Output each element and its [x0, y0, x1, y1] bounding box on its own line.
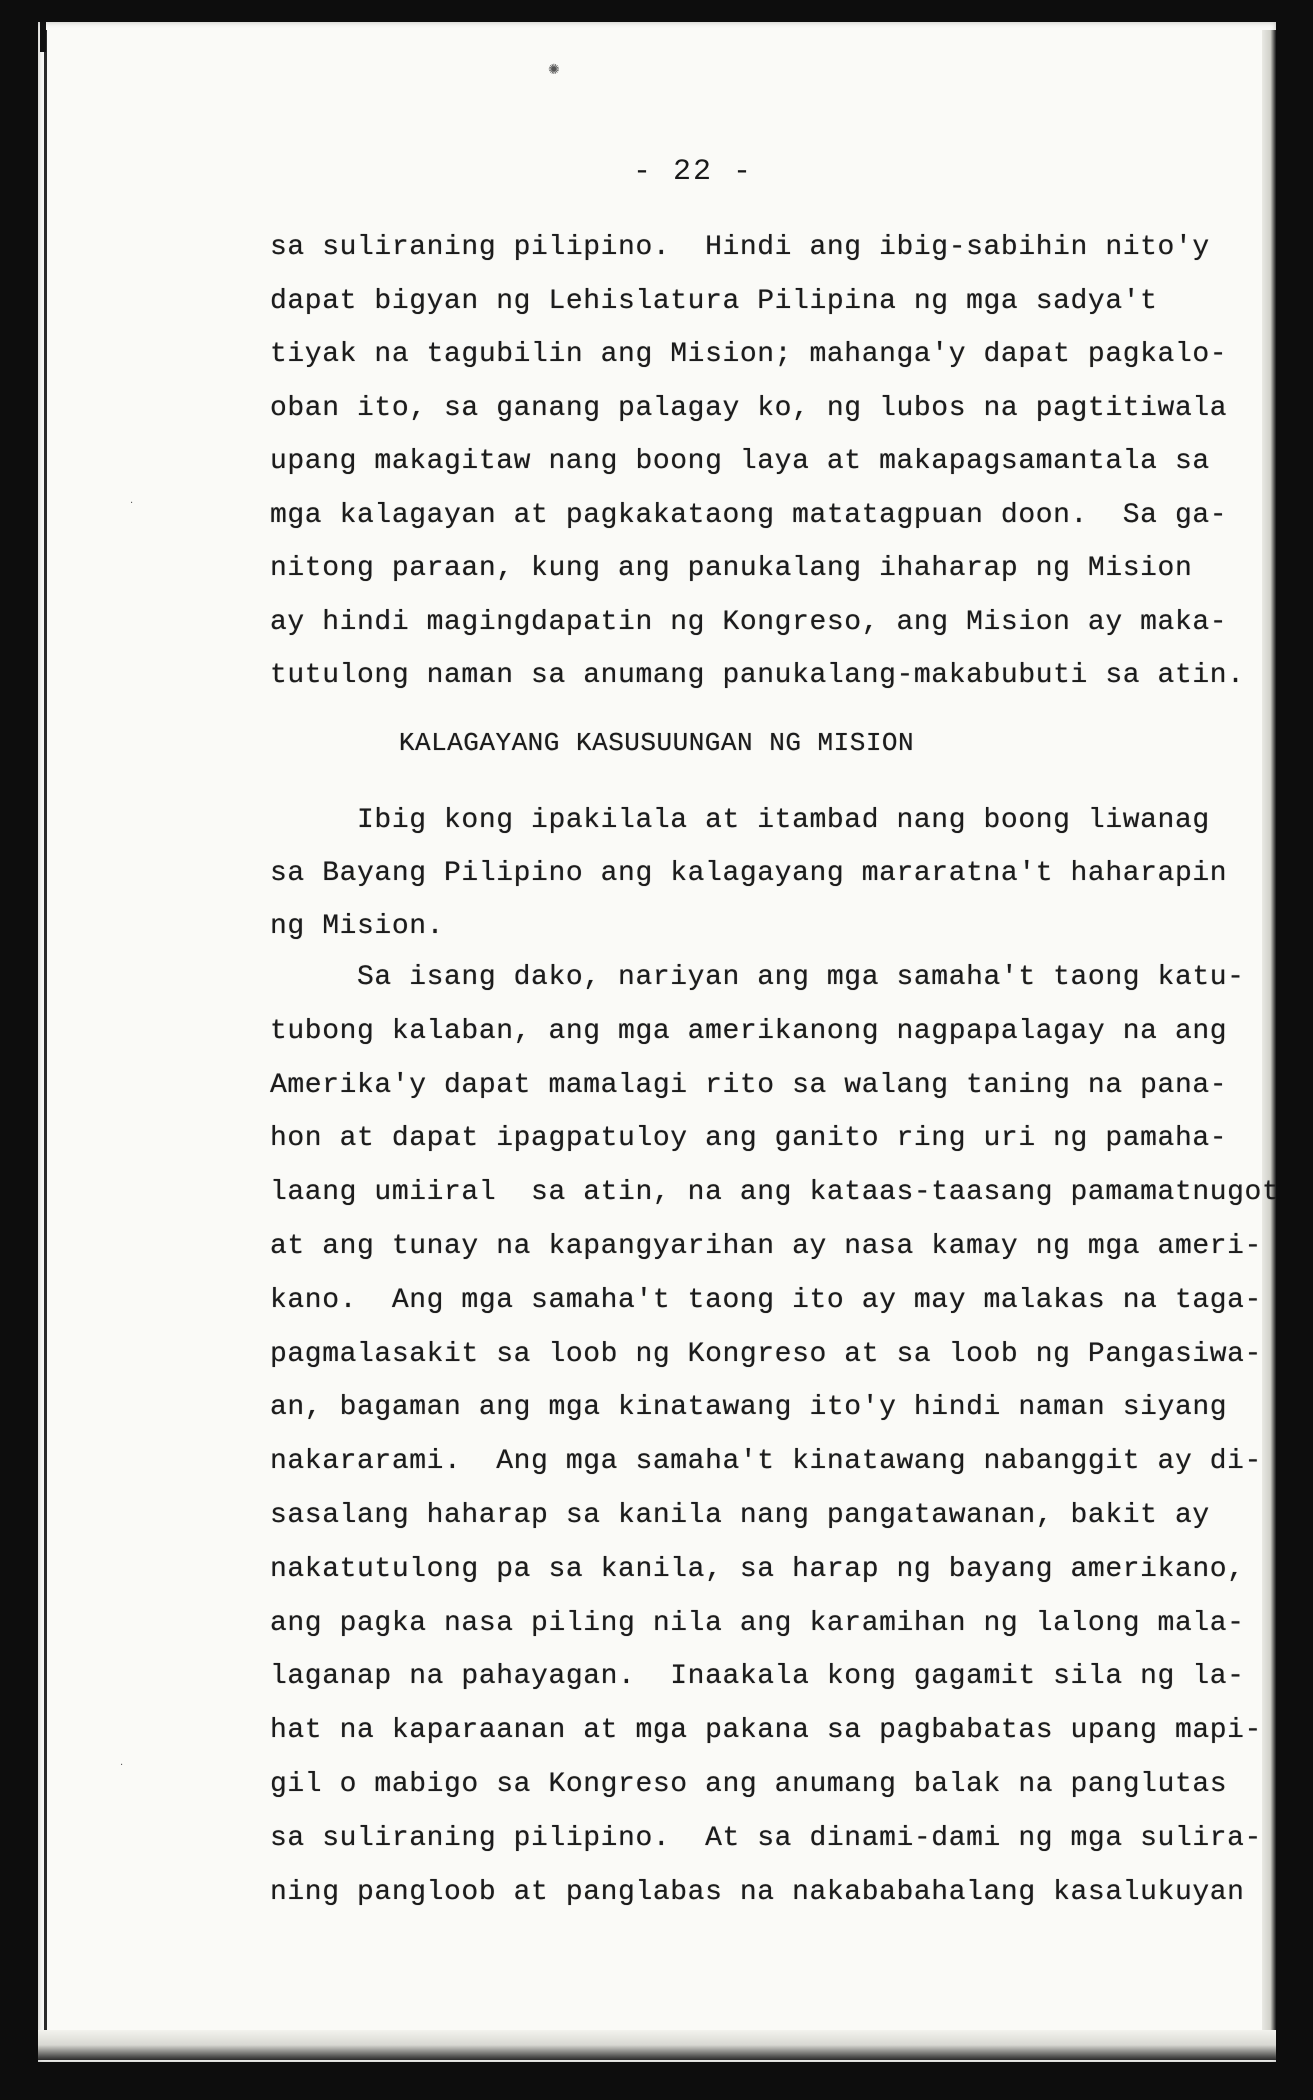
text-line: ng Mision.	[270, 911, 445, 942]
paper-edge-bottom	[38, 2030, 1276, 2060]
text-line: hat na kaparaanan at mga pakana sa pagbabatas upang mapi-	[270, 1715, 1262, 1747]
text-line: gil o mabigo sa Kongreso ang anumang balak na panglutas	[270, 1769, 1228, 1800]
text-line: ay hindi magingdapatin ng Kongreso, ang Mision ay maka-	[270, 606, 1228, 638]
text-line: nakatutulong pa sa kanila, sa harap ng bayang amerikano,	[270, 1553, 1245, 1585]
text-line: hon at dapat ipagpatuloy ang ganito ring uri ng pamaha-	[270, 1123, 1228, 1155]
text-line: Amerika'y dapat mamalagi rito sa walang taning na pana-	[270, 1069, 1228, 1101]
text-line: at ang tunay na kapangyarihan ay nasa kamay ng mga ameri-	[270, 1231, 1262, 1262]
section-heading: KALAGAYANG KASUSUUNGAN NG MISION	[398, 728, 915, 758]
text-line: kano. Ang mga samaha't taong ito ay may malakas na taga-	[270, 1284, 1262, 1316]
text-line: nitong paraan, kung ang panukalang ihaharap ng Mision	[270, 553, 1193, 584]
corner-mark	[40, 22, 46, 52]
binding-margin-line	[44, 30, 47, 2030]
text-line: ning pangloob at panglabas na nakababahalang kasalukuyan	[270, 1876, 1245, 1908]
text-line: tubong kalaban, ang mga amerikanong nagpapalagay na ang	[270, 1015, 1228, 1047]
text-line: sa suliraning pilipino. Hindi ang ibig-sabihin nito'y	[270, 232, 1210, 263]
text-line: sa suliraning pilipino. At sa dinami-dami ng mga sulira-	[270, 1822, 1262, 1854]
text-line: laang umiiral sa atin, na ang kataas-taasang pamamatnugot	[270, 1177, 1280, 1209]
text-line: dapat bigyan ng Lehislatura Pilipina ng mga sadya't	[270, 285, 1158, 317]
paper-edge-right	[1262, 30, 1276, 2060]
text-line: laganap na pahayagan. Inaakala kong gagamit sila ng la-	[270, 1661, 1245, 1693]
ink-speck: ·	[130, 498, 134, 509]
text-line: sasalang haharap sa kanila nang pangatawanan, bakit ay	[270, 1500, 1210, 1531]
text-line: tiyak na tagubilin ang Mision; mahanga'y dapat pagkalo-	[270, 339, 1228, 370]
text-line: Ibig kong ipakilala at itambad nang boong liwanag	[270, 805, 1210, 836]
text-line: nakararami. Ang mga samaha't kinatawang nabanggit ay di-	[270, 1446, 1262, 1478]
text-line: pagmalasakit sa loob ng Kongreso at sa loob ng Pangasiwa-	[270, 1338, 1262, 1370]
page-number: - 22 -	[632, 155, 753, 189]
text-line: oban ito, sa ganang palagay ko, ng lubos na pagtitiwala	[270, 392, 1228, 424]
text-line: ang pagka nasa piling nila ang karamihan ng lalong mala-	[270, 1607, 1245, 1639]
ink-speck: ·	[120, 1760, 124, 1771]
text-line: Sa isang dako, nariyan ang mga samaha't taong katu-	[270, 962, 1245, 993]
text-line: upang makagitaw nang boong laya at makapagsamantala sa	[270, 446, 1210, 477]
ink-speck: ✺	[548, 62, 560, 78]
text-line: sa Bayang Pilipino ang kalagayang mararatna't haharapin	[270, 858, 1228, 889]
text-line: tutulong naman sa anumang panukalang-makabubuti sa atin.	[270, 660, 1245, 691]
text-line: an, bagaman ang mga kinatawang ito'y hindi naman siyang	[270, 1392, 1228, 1424]
text-line: mga kalagayan at pagkakataong matatagpuan doon. Sa ga-	[270, 499, 1228, 531]
